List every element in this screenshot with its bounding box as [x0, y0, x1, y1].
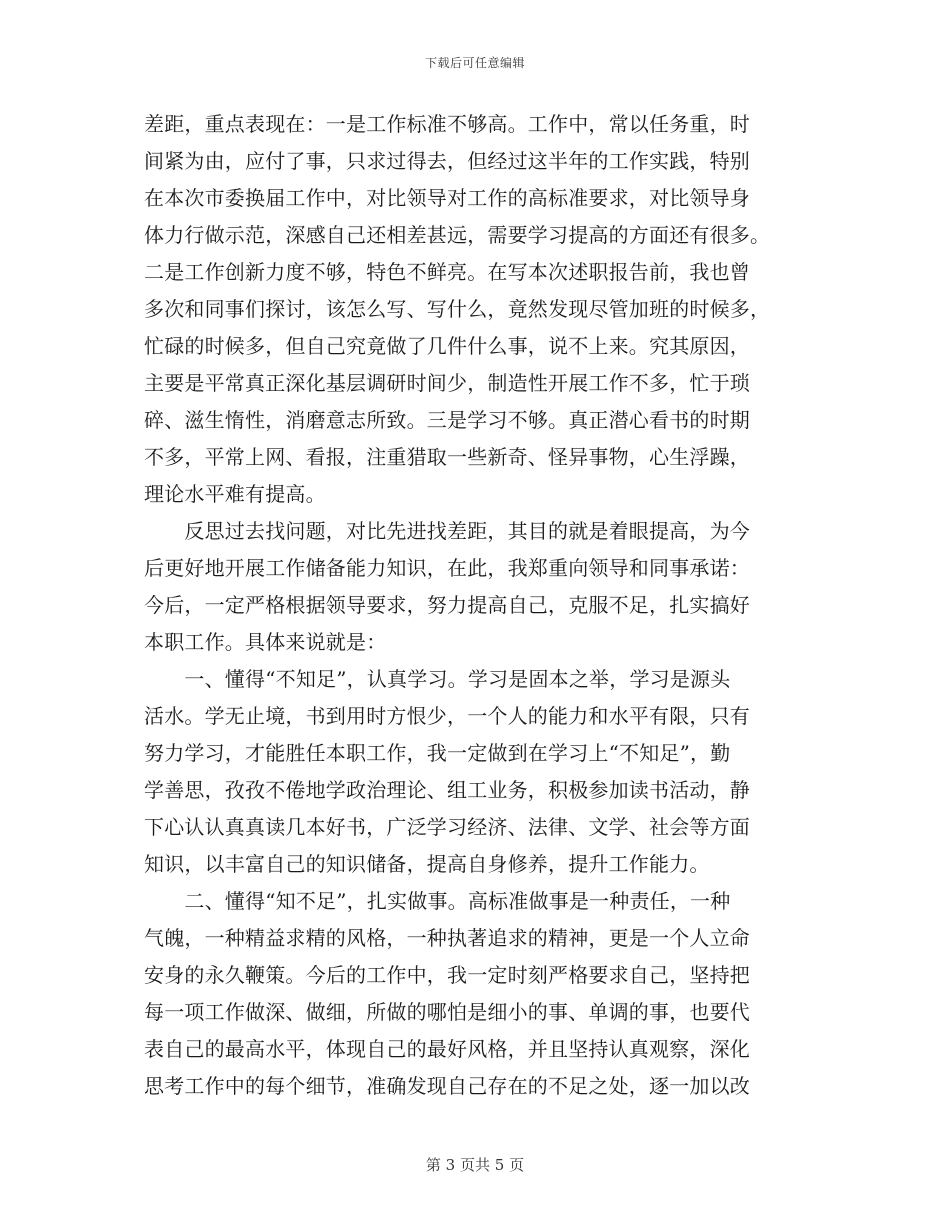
body-line: 理论水平难有提高。	[144, 482, 326, 506]
body-line: 忙碌的时候多，但自己究竟做了几件什么事，说不上来。究其原因，	[144, 334, 750, 358]
document-body	[144, 106, 814, 1105]
page-header: 下载后可任意编辑	[424, 56, 525, 70]
body-line: 表自己的最高水平，体现自己的最好风格，并且坚持认真观察，深化	[144, 1037, 750, 1061]
body-line: 本职工作。具体来说就是：	[144, 630, 387, 654]
body-line: 安身的永久鞭策。今后的工作中，我一定时刻严格要求自己，坚持把	[144, 963, 750, 987]
body-line: 间紧为由，应付了事，只求过得去，但经过这半年的工作实践，特别	[144, 149, 750, 173]
body-line: 知识，以丰富自己的知识储备，提高自身修养，提升工作能力。	[144, 852, 710, 876]
body-line: 二、懂得“知不足”，扎实做事。高标准做事是一种责任，一种	[144, 889, 731, 913]
body-line: 反思过去找问题，对比先进找差距，其目的就是着眼提高，为今	[144, 519, 750, 543]
page-footer: 第 3 页共 5 页	[425, 1156, 525, 1174]
body-line: 多次和同事们探讨，该怎么写、写什么，竟然发现尽管加班的时候多，	[144, 297, 771, 321]
body-line: 在本次市委换届工作中，对比领导对工作的高标准要求，对比领导身	[144, 186, 750, 210]
body-line: 学善思，孜孜不倦地学政治理论、组工业务，积极参加读书活动，静	[144, 778, 750, 802]
body-line: 体力行做示范，深感自己还相差甚远，需要学习提高的方面还有很多。	[144, 223, 771, 247]
body-line: 不多，平常上网、看报，注重猎取一些新奇、怪异事物，心生浮躁，	[144, 445, 750, 469]
body-line: 每一项工作做深、做细，所做的哪怕是细小的事、单调的事，也要代	[144, 1000, 750, 1024]
body-line: 主要是平常真正深化基层调研时间少，制造性开展工作不多，忙于琐	[144, 371, 750, 395]
body-line: 气魄，一种精益求精的风格，一种执著追求的精神，更是一个人立命	[144, 926, 750, 950]
body-line: 活水。学无止境，书到用时方恨少，一个人的能力和水平有限，只有	[144, 704, 750, 728]
body-line: 后更好地开展工作储备能力知识，在此，我郑重向领导和同事承诺：	[144, 556, 750, 580]
body-line: 差距，重点表现在：一是工作标准不够高。工作中，常以任务重，时	[144, 112, 750, 136]
body-line: 下心认认真真读几本好书，广泛学习经济、法律、文学、社会等方面	[144, 815, 750, 839]
body-line: 二是工作创新力度不够，特色不鲜亮。在写本次述职报告前，我也曾	[144, 260, 750, 284]
body-line: 思考工作中的每个细节，准确发现自己存在的不足之处，逐一加以改	[144, 1074, 750, 1098]
body-line: 一、懂得“不知足”，认真学习。学习是固本之举，学习是源头	[144, 667, 731, 691]
body-line: 碎、滋生惰性，消磨意志所致。三是学习不够。真正潜心看书的时期	[144, 408, 750, 432]
body-line: 努力学习，才能胜任本职工作，我一定做到在学习上“不知足”，勤	[144, 741, 731, 765]
body-line: 今后，一定严格根据领导要求，努力提高自己，克服不足，扎实搞好	[144, 593, 750, 617]
